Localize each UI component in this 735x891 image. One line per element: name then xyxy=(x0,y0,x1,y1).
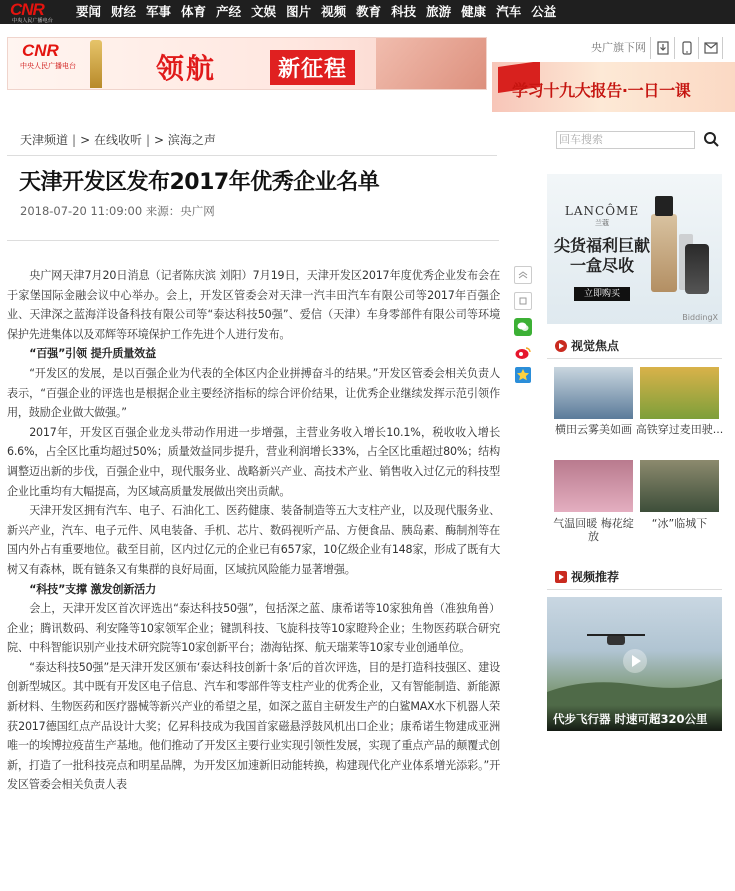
download-icon[interactable] xyxy=(651,37,675,59)
breadcrumb-item[interactable]: 天津频道 xyxy=(20,133,69,147)
banner-study-report[interactable] xyxy=(492,62,735,112)
qzone-star-icon[interactable] xyxy=(514,366,532,384)
wechat-icon[interactable] xyxy=(514,318,532,336)
search-icon[interactable] xyxy=(703,131,719,147)
nav-item[interactable]: 体育 xyxy=(181,4,207,19)
great-wall-image xyxy=(376,38,486,90)
play-button-icon[interactable] xyxy=(623,649,647,673)
nav-item[interactable]: 军事 xyxy=(146,4,172,19)
search-input[interactable]: 回车搜索 xyxy=(556,131,695,149)
nav-item[interactable]: 科技 xyxy=(391,4,417,19)
article-paragraph: 会上，天津开发区首次评选出“泰达科技50强”，包括深之蓝、康希诺等10家独角兽（准独角兽）企业；腾讯数码、利安隆等10家领军企业；键凯科技、飞旋科技等10家瞪羚企业；生物医药联合研究院、中科智能识别产业技术研究院等10家创新平台；渤海钻探、航天瑞莱等10家专业创通单位。 xyxy=(7,602,500,655)
article-subheading: “百强”引领 提升质量效益 xyxy=(29,347,156,361)
nav-item[interactable]: 产经 xyxy=(216,4,242,19)
article-paragraph: 2017年，开发区百强企业龙头带动作用进一步增强，主营业务收入增长10.1%，税收收入增长6.6%，占全区比重均超过50%；质量效益同步提升，营业利润增长33%，占全区比重超过80%；结构调整迈出新的步伐，百强企业中，现代服务业、战略新兴产业、高技术产业、销售收入过亿元的科技型企业比重均有大幅提高，为区域高质量发展做出突出贡献。 xyxy=(7,425,500,498)
section-title: 视频推荐 xyxy=(571,570,620,584)
article-body xyxy=(7,266,500,795)
play-icon xyxy=(555,571,567,583)
nav-item[interactable]: 汽车 xyxy=(496,4,522,19)
article-title: 天津开发区发布2017年优秀企业名单 xyxy=(19,170,380,195)
nav-item[interactable]: 旅游 xyxy=(426,4,452,19)
nav-item[interactable]: 文娱 xyxy=(251,4,277,19)
video-caption[interactable]: 代步飞行器 时速可超320公里 xyxy=(547,705,722,731)
collapse-icon[interactable] xyxy=(514,292,532,310)
ad-brand: LANCÔME xyxy=(564,204,640,218)
target-icon xyxy=(555,340,567,352)
divider xyxy=(7,240,499,241)
nav-item[interactable]: 图片 xyxy=(286,4,312,19)
article-paragraph: 天津开发区拥有汽车、电子、石油化工、医药健康、装备制造等五大支柱产业，以及现代服务业、新兴产业，汽车、电子元件、风电装备、手机、芯片、数码视听产品、方便食品、胰岛素、酶制剂等在国内外占有重要地位。截至目前，区内过亿元的企业已有657家，10亿级企业有148家，形成了既有大树又有森林，既有链条又有集群的良好局面，区域抗风险能力显著增强。 xyxy=(7,504,500,576)
cnr-sites-link[interactable]: 央广旗下网 xyxy=(591,37,651,59)
mail-icon[interactable] xyxy=(699,37,723,59)
weibo-icon[interactable] xyxy=(514,344,532,362)
nav-menu xyxy=(76,0,566,24)
ad-footer: BiddingX xyxy=(682,313,718,322)
nav-item[interactable]: 教育 xyxy=(356,4,382,19)
banner-study-text: 学习十九大报告·一日一课 xyxy=(512,81,691,100)
article-paragraph: “开发区的发展，是以百强企业为代表的全体区内企业拼搏奋斗的结果。”开发区管委会相关负责人表示，“百强企业的评选也是根据企业主要经济指标的综合评价结果，让优秀企业继续发挥示范引领作用，鼓励企业做大做强。” xyxy=(7,366,500,420)
breadcrumb-arrow-icon: > xyxy=(154,133,165,147)
visual-focus-header xyxy=(547,333,722,359)
banner-logo-sub: 中央人民广播电台 xyxy=(20,62,76,70)
breadcrumb-item[interactable]: 在线收听 xyxy=(93,133,142,147)
nav-item[interactable]: 视频 xyxy=(321,4,347,19)
banner-lingHang[interactable] xyxy=(7,37,487,90)
nav-item[interactable]: 财经 xyxy=(111,4,137,19)
visual-caption[interactable]: 气温回暖 梅花绽放 xyxy=(553,517,634,543)
banner-logo: CNR xyxy=(22,41,59,60)
lancome-ad[interactable] xyxy=(547,174,722,324)
ad-buy-button[interactable]: 立即购买 xyxy=(574,287,630,301)
banner-text-lh: 领航 xyxy=(156,52,217,85)
breadcrumb-arrow-icon: > xyxy=(80,133,91,147)
ad-brand-sub: 兰蔻 xyxy=(595,219,609,227)
nav-item[interactable]: 公益 xyxy=(531,4,557,19)
nav-item[interactable]: 健康 xyxy=(461,4,487,19)
article-meta: 2018-07-20 11:09:00 来源：央广网 xyxy=(20,204,215,218)
visual-caption[interactable]: 高铁穿过麦田驶... xyxy=(635,423,724,436)
top-toolbar xyxy=(591,37,723,59)
section-title: 视觉焦点 xyxy=(571,339,620,353)
visual-thumb[interactable] xyxy=(554,460,633,512)
breadcrumb-item[interactable]: 滨海之声 xyxy=(167,133,216,147)
article-paragraph: “泰达科技50强”是天津开发区颁布‘泰达科技创新十条’后的首次评选，目的是打造科技强区、建设创新型城区。其中既有开发区电子信息、汽车和零部件等支柱产业的优秀企业，又有智能制造、新能源新材料、生物医药和医疗器械等新兴产业的希望之星，如深之蓝自主研发生产的白鲨MAX水下机器人荣获2017德国红点产品设计大奖；亿昇科技成为我国首家磁悬浮鼓风机出口企业；康希诺生物建成亚洲唯一的埃博拉疫苗生产基地。他们推动了开发区主要行业实现引领性发展，实现了重点产品的颠覆式创新，打造了一批科技亮点和明星品牌，为开发区加速新旧动能转换，构建现代化产业体系增光添彩。”开发区管委会相关负责人表 xyxy=(7,660,500,792)
visual-thumb[interactable] xyxy=(640,367,719,419)
banner-text-xzc: 新征程 xyxy=(270,50,355,85)
top-nav-bar xyxy=(0,0,735,24)
mobile-icon[interactable] xyxy=(675,37,699,59)
product-image xyxy=(685,244,709,294)
logo-text: CNR xyxy=(10,0,44,19)
video-thumbnail[interactable] xyxy=(547,597,722,731)
visual-thumb[interactable] xyxy=(640,460,719,512)
logo-subtext: 中央人民广播电台 xyxy=(12,17,53,24)
visual-caption[interactable]: 横田云雾美如画 xyxy=(555,423,632,436)
breadcrumb: 天津频道 | > 在线收听 | > 滨海之声 xyxy=(20,133,216,147)
product-image xyxy=(651,214,677,292)
divider xyxy=(7,155,497,156)
huabiao-icon xyxy=(90,40,102,88)
article-paragraph: 央广网天津7月20日消息（记者陈庆滨 刘阳）7月19日，天津开发区2017年度优秀企业发布会在于家堡国际金融会议中心举办。会上，开发区管委会对天津一汽丰田汽车有限公司等2017年百强企业、天津深之蓝海洋设备科技有限公司等“泰达科技50强”、爱信（天津）车身零部件有限公司等环境保护先进集体以及邓辉等环境保护工作先进个人进行发布。 xyxy=(7,269,500,341)
article-subheading: “科技”支撑 激发创新活力 xyxy=(29,582,156,596)
collapse-up-icon[interactable] xyxy=(514,266,532,284)
visual-caption[interactable]: “冰”临城下 xyxy=(651,517,708,530)
ad-slogan: 尖货福利巨献 一盒尽收 xyxy=(553,236,650,275)
visual-thumb[interactable] xyxy=(554,367,633,419)
video-rec-header xyxy=(547,564,722,590)
nav-item[interactable]: 要闻 xyxy=(76,4,102,19)
cnr-logo[interactable] xyxy=(8,1,74,23)
